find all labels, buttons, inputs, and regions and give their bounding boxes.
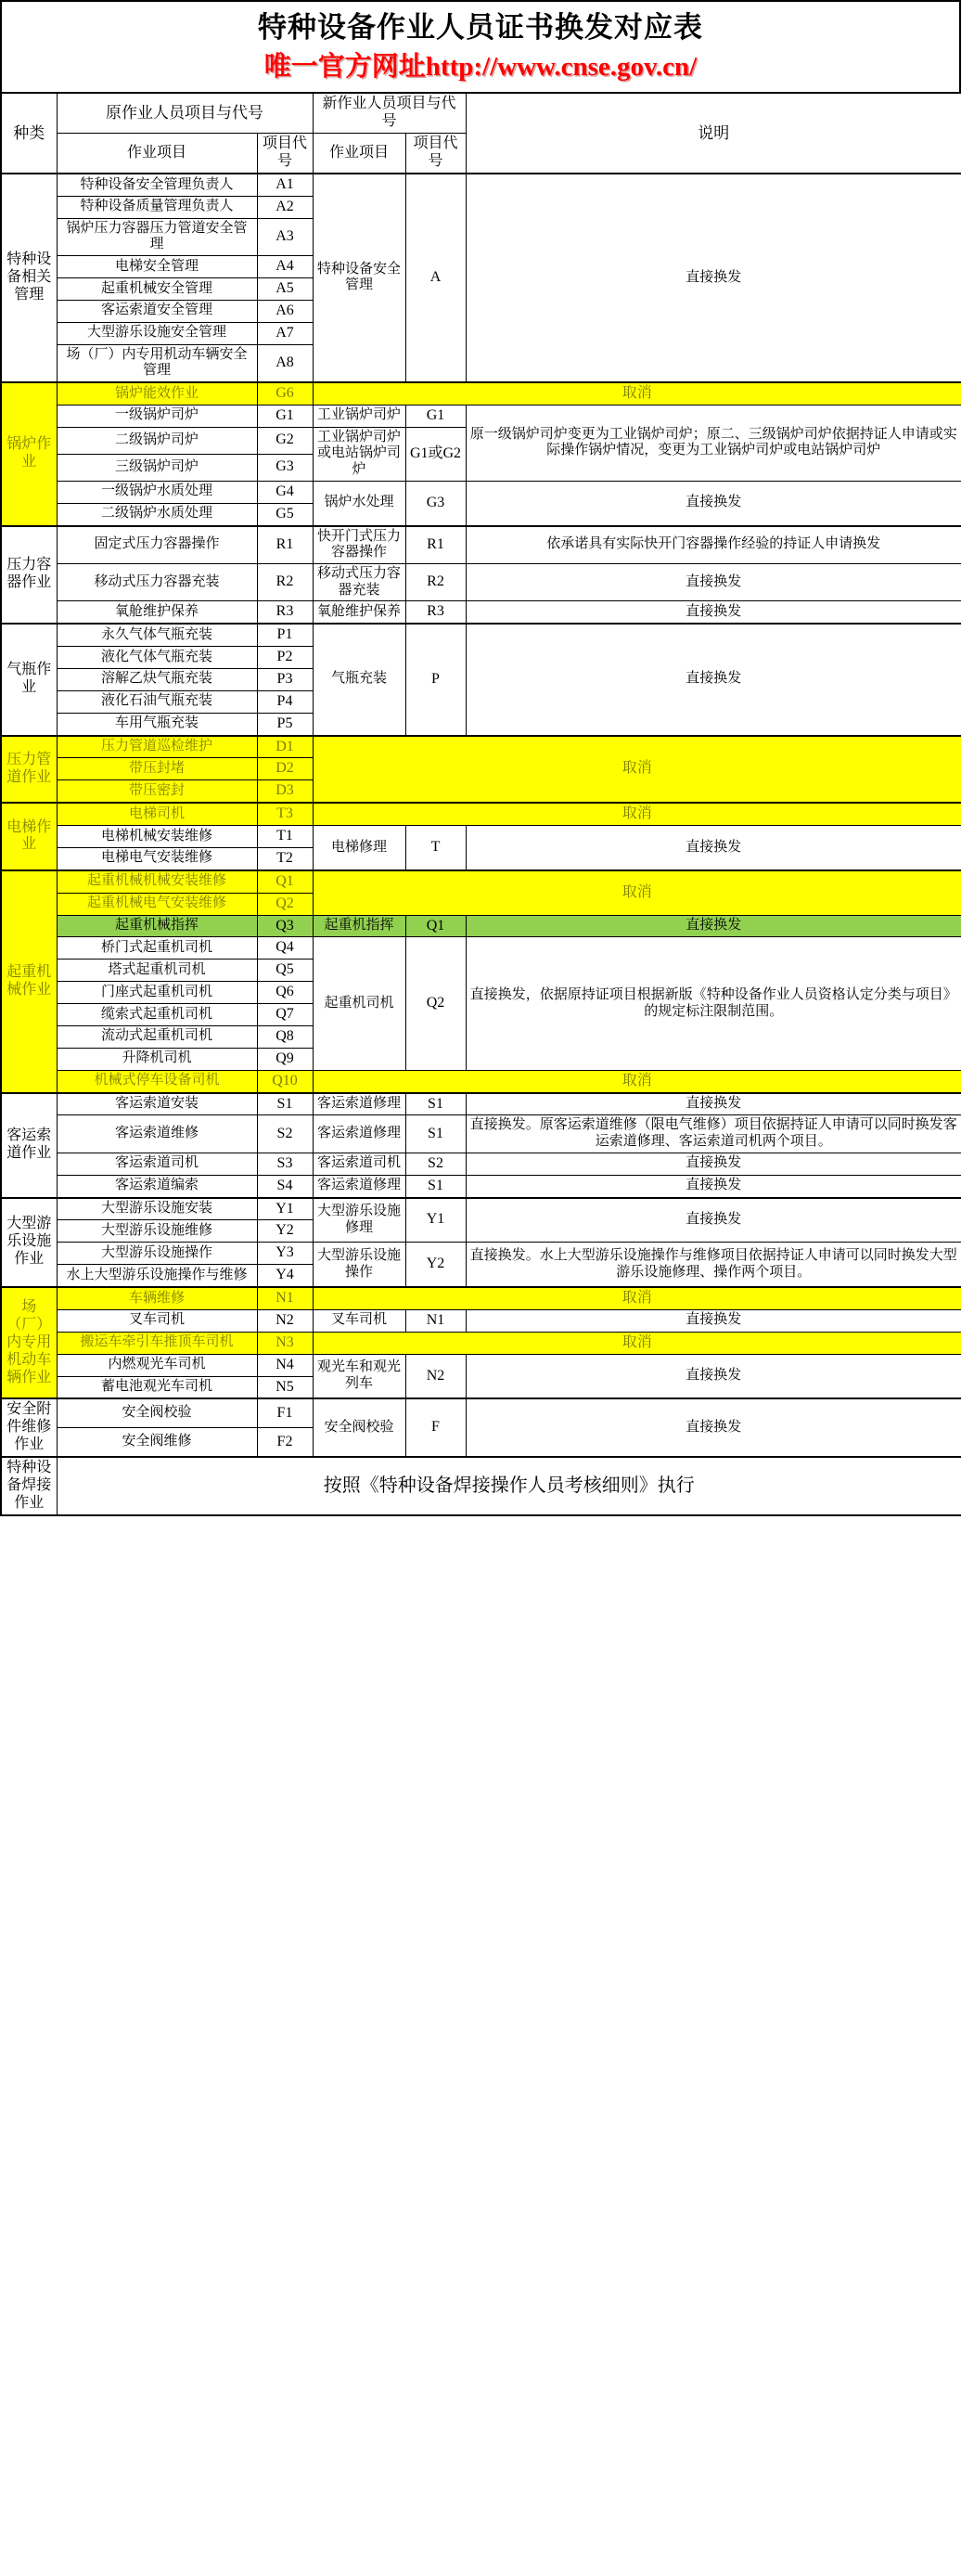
new-code: P xyxy=(405,624,466,735)
header-kind: 种类 xyxy=(1,93,57,174)
table-row xyxy=(1,1198,961,1220)
description: 直接换发，依据原持证项目根据新版《特种设备作业人员资格认定分类与项目》的规定标注限制范围。 xyxy=(466,937,961,1070)
header-old-code: 项目代号 xyxy=(257,134,313,174)
old-code: F2 xyxy=(257,1428,313,1457)
description: 直接换发。原客运索道维修（限电气维修）项目依据持证人申请可以同时换发客运索道修理、客运索道司机两个项目。 xyxy=(466,1115,961,1153)
old-code: Q10 xyxy=(257,1070,313,1092)
old-code: A6 xyxy=(257,300,313,322)
description: 直接换发 xyxy=(466,481,961,525)
old-project: 移动式压力容器充装 xyxy=(57,563,257,600)
old-code: N3 xyxy=(257,1332,313,1354)
new-project: 客运索道司机 xyxy=(313,1153,405,1175)
table-row xyxy=(1,826,961,848)
new-project: 移动式压力容器充装 xyxy=(313,563,405,600)
old-project: 流动式起重机司机 xyxy=(57,1025,257,1048)
old-project: 固定式压力容器操作 xyxy=(57,526,257,564)
old-project: 带压封堵 xyxy=(57,758,257,780)
old-code: Y1 xyxy=(257,1198,313,1220)
old-code: G6 xyxy=(257,382,313,405)
old-project: 电梯安全管理 xyxy=(57,256,257,278)
new-code: S1 xyxy=(405,1115,466,1153)
new-project: 观光车和观光列车 xyxy=(313,1354,405,1398)
section-kind: 压力管道作业 xyxy=(1,736,57,804)
old-project: 起重机械指挥 xyxy=(57,915,257,937)
old-code: S4 xyxy=(257,1175,313,1197)
official-url-line: 唯一官方网址http://www.cnse.gov.cn/ xyxy=(263,51,698,82)
old-project: 大型游乐设施操作 xyxy=(57,1243,257,1265)
new-project: 快开门式压力容器操作 xyxy=(313,526,405,564)
description: 直接换发 xyxy=(466,1198,961,1243)
old-project: 氧舱维护保养 xyxy=(57,601,257,624)
old-code: D3 xyxy=(257,780,313,803)
old-project: 锅炉能效作业 xyxy=(57,382,257,405)
description: 直接换发 xyxy=(466,601,961,624)
old-code: Q5 xyxy=(257,960,313,982)
old-project: 大型游乐设施维修 xyxy=(57,1220,257,1243)
old-project: 电梯电气安装维修 xyxy=(57,847,257,869)
new-code: R1 xyxy=(405,526,466,564)
title-block xyxy=(0,0,961,92)
header-desc: 说明 xyxy=(466,93,961,174)
new-code: Y1 xyxy=(405,1198,466,1243)
old-project: 客运索道安装 xyxy=(57,1093,257,1115)
old-code: T3 xyxy=(257,803,313,825)
old-project: 一级锅炉水质处理 xyxy=(57,481,257,503)
section-kind: 起重机械作业 xyxy=(1,870,57,1093)
old-code: A8 xyxy=(257,344,313,382)
new-project: 大型游乐设施修理 xyxy=(313,1198,405,1243)
description: 直接换发 xyxy=(466,563,961,600)
old-code: Y3 xyxy=(257,1243,313,1265)
old-code: R2 xyxy=(257,563,313,600)
old-code: Q6 xyxy=(257,982,313,1004)
old-project: 客运索道安全管理 xyxy=(57,300,257,322)
cancel-label: 取消 xyxy=(313,736,961,804)
new-project: 氧舱维护保养 xyxy=(313,601,405,624)
header-old-proj: 作业项目 xyxy=(57,134,257,174)
old-project: 锅炉压力容器压力管道安全管理 xyxy=(57,218,257,255)
old-project: 一级锅炉司炉 xyxy=(57,405,257,427)
table-row xyxy=(1,624,961,646)
old-code: N2 xyxy=(257,1309,313,1332)
table-row xyxy=(1,1070,961,1092)
section-kind: 特种设备相关管理 xyxy=(1,174,57,382)
new-project: 客运索道修理 xyxy=(313,1115,405,1153)
table-row xyxy=(1,481,961,503)
old-project: 客运索道司机 xyxy=(57,1153,257,1175)
description: 依承诺具有实际快开门容器操作经验的持证人申请换发 xyxy=(466,526,961,564)
new-project: 起重机司机 xyxy=(313,937,405,1070)
header-new-code: 项目代号 xyxy=(405,134,466,174)
old-project: 电梯司机 xyxy=(57,803,257,825)
section-kind: 场（厂）内专用机动车辆作业 xyxy=(1,1287,57,1398)
old-code: A5 xyxy=(257,277,313,300)
old-code: S3 xyxy=(257,1153,313,1175)
table-row xyxy=(1,937,961,960)
table-row xyxy=(1,1287,961,1309)
cancel-label: 取消 xyxy=(313,803,961,825)
new-project: 工业锅炉司炉 xyxy=(313,405,405,427)
new-project: 大型游乐设施操作 xyxy=(313,1243,405,1287)
new-code: Q1 xyxy=(405,915,466,937)
old-project: 三级锅炉司炉 xyxy=(57,454,257,481)
new-code: S2 xyxy=(405,1153,466,1175)
description: 直接换发 xyxy=(466,174,961,382)
new-code: N2 xyxy=(405,1354,466,1398)
section-kind: 锅炉作业 xyxy=(1,382,57,526)
new-project: 电梯修理 xyxy=(313,826,405,870)
table-row xyxy=(1,93,961,133)
old-project: 液化石油气瓶充装 xyxy=(57,690,257,713)
old-code: Q7 xyxy=(257,1004,313,1026)
old-project: 安全阀校验 xyxy=(57,1398,257,1427)
footer-note: 按照《特种设备焊接操作人员考核细则》执行 xyxy=(57,1457,961,1515)
table-row xyxy=(1,526,961,564)
old-code: G3 xyxy=(257,454,313,481)
table-row xyxy=(1,1332,961,1354)
description: 直接换发 xyxy=(466,624,961,735)
old-project: 带压密封 xyxy=(57,780,257,803)
description: 直接换发。水上大型游乐设施操作与维修项目依据持证人申请可以同时换发大型游乐设施修理、操作两个项目。 xyxy=(466,1243,961,1287)
old-code: G1 xyxy=(257,405,313,427)
table-row xyxy=(1,1398,961,1427)
old-code: Y4 xyxy=(257,1265,313,1287)
table-row xyxy=(1,1115,961,1153)
old-project: 起重机械安全管理 xyxy=(57,277,257,300)
old-project: 内燃观光车司机 xyxy=(57,1354,257,1376)
old-code: P5 xyxy=(257,713,313,735)
new-project: 工业锅炉司炉或电站锅炉司炉 xyxy=(313,427,405,481)
old-code: G2 xyxy=(257,427,313,454)
old-code: N4 xyxy=(257,1354,313,1376)
new-project: 安全阀校验 xyxy=(313,1398,405,1457)
old-project: 电梯机械安装维修 xyxy=(57,826,257,848)
old-code: A7 xyxy=(257,322,313,344)
section-kind: 客运索道作业 xyxy=(1,1093,57,1198)
old-project: 车辆维修 xyxy=(57,1287,257,1309)
old-code: Q2 xyxy=(257,893,313,915)
header-old-group: 原作业人员项目与代号 xyxy=(57,93,313,133)
old-project: 叉车司机 xyxy=(57,1309,257,1332)
section-kind: 大型游乐设施作业 xyxy=(1,1198,57,1288)
description: 原一级锅炉司炉变更为工业锅炉司炉；原二、三级锅炉司炉依据持证人申请或实际操作锅炉情况，变更为工业锅炉司炉或电站锅炉司炉 xyxy=(466,405,961,481)
old-project: 大型游乐设施安全管理 xyxy=(57,322,257,344)
new-project: 气瓶充装 xyxy=(313,624,405,735)
old-code: G5 xyxy=(257,503,313,525)
section-kind: 电梯作业 xyxy=(1,803,57,870)
old-code: Q4 xyxy=(257,937,313,960)
cancel-label: 取消 xyxy=(313,1332,961,1354)
old-code: T2 xyxy=(257,847,313,869)
table-row xyxy=(1,1093,961,1115)
old-code: A1 xyxy=(257,174,313,196)
new-code: R2 xyxy=(405,563,466,600)
cancel-label: 取消 xyxy=(313,1070,961,1092)
old-code: Q3 xyxy=(257,915,313,937)
cancel-label: 取消 xyxy=(313,870,961,915)
old-code: S2 xyxy=(257,1115,313,1153)
new-code: Y2 xyxy=(405,1243,466,1287)
new-code: A xyxy=(405,174,466,382)
page-title: 特种设备作业人员证书换发对应表 xyxy=(258,11,703,45)
new-project: 客运索道修理 xyxy=(313,1093,405,1115)
old-project: 场（厂）内专用机动车辆安全管理 xyxy=(57,344,257,382)
old-project: 车用气瓶充装 xyxy=(57,713,257,735)
description: 直接换发 xyxy=(466,1354,961,1398)
new-code: F xyxy=(405,1398,466,1457)
table-row xyxy=(1,1175,961,1197)
old-project: 二级锅炉水质处理 xyxy=(57,503,257,525)
old-code: F1 xyxy=(257,1398,313,1427)
cancel-label: 取消 xyxy=(313,1287,961,1309)
description: 直接换发 xyxy=(466,1175,961,1197)
header-new-group: 新作业人员项目与代号 xyxy=(313,93,466,133)
new-project: 起重机指挥 xyxy=(313,915,405,937)
new-code: S1 xyxy=(405,1175,466,1197)
table-row xyxy=(1,405,961,427)
table-row xyxy=(1,1309,961,1332)
new-code: G3 xyxy=(405,481,466,525)
new-project: 锅炉水处理 xyxy=(313,481,405,525)
description: 直接换发 xyxy=(466,1093,961,1115)
old-code: A3 xyxy=(257,218,313,255)
old-project: 溶解乙炔气瓶充装 xyxy=(57,668,257,690)
old-code: A2 xyxy=(257,196,313,218)
old-project: 缆索式起重机司机 xyxy=(57,1004,257,1026)
old-project: 液化气体气瓶充装 xyxy=(57,647,257,669)
old-project: 永久气体气瓶充装 xyxy=(57,624,257,646)
old-project: 门座式起重机司机 xyxy=(57,982,257,1004)
table-row xyxy=(1,736,961,758)
new-code: G1或G2 xyxy=(405,427,466,481)
old-code: R3 xyxy=(257,601,313,624)
old-project: 二级锅炉司炉 xyxy=(57,427,257,454)
old-code: G4 xyxy=(257,481,313,503)
table-row xyxy=(1,1243,961,1265)
old-code: Q9 xyxy=(257,1048,313,1070)
table-row xyxy=(1,1153,961,1175)
old-project: 安全阀维修 xyxy=(57,1428,257,1457)
section-kind: 气瓶作业 xyxy=(1,624,57,735)
table-row xyxy=(1,601,961,624)
old-project: 搬运车牵引车推顶车司机 xyxy=(57,1332,257,1354)
old-code: A4 xyxy=(257,256,313,278)
new-project: 叉车司机 xyxy=(313,1309,405,1332)
new-project: 特种设备安全管理 xyxy=(313,174,405,382)
section-kind: 安全附件维修作业 xyxy=(1,1398,57,1457)
old-code: R1 xyxy=(257,526,313,564)
old-project: 水上大型游乐设施操作与维修 xyxy=(57,1265,257,1287)
old-code: P1 xyxy=(257,624,313,646)
old-project: 特种设备安全管理负责人 xyxy=(57,174,257,196)
old-code: N1 xyxy=(257,1287,313,1309)
table-row xyxy=(1,870,961,893)
description: 直接换发 xyxy=(466,1153,961,1175)
description: 直接换发 xyxy=(466,915,961,937)
table-row xyxy=(1,563,961,600)
old-code: P3 xyxy=(257,668,313,690)
old-code: T1 xyxy=(257,826,313,848)
old-project: 机械式停车设备司机 xyxy=(57,1070,257,1092)
old-project: 桥门式起重机司机 xyxy=(57,937,257,960)
description: 直接换发 xyxy=(466,826,961,870)
certificate-mapping-table xyxy=(0,92,961,1515)
description: 直接换发 xyxy=(466,1398,961,1457)
old-code: D2 xyxy=(257,758,313,780)
new-project: 客运索道修理 xyxy=(313,1175,405,1197)
new-code: N1 xyxy=(405,1309,466,1332)
old-code: P4 xyxy=(257,690,313,713)
section-kind: 压力容器作业 xyxy=(1,526,57,625)
new-code: Q2 xyxy=(405,937,466,1070)
old-project: 特种设备质量管理负责人 xyxy=(57,196,257,218)
old-project: 升降机司机 xyxy=(57,1048,257,1070)
old-project: 客运索道编索 xyxy=(57,1175,257,1197)
new-code: S1 xyxy=(405,1093,466,1115)
old-code: Y2 xyxy=(257,1220,313,1243)
new-code: T xyxy=(405,826,466,870)
table-row xyxy=(1,803,961,825)
table-row xyxy=(1,382,961,405)
header-new-proj: 作业项目 xyxy=(313,134,405,174)
table-row xyxy=(1,174,961,196)
old-project: 蓄电池观光车司机 xyxy=(57,1376,257,1398)
table-row xyxy=(1,915,961,937)
cancel-label: 取消 xyxy=(313,382,961,405)
new-code: G1 xyxy=(405,405,466,427)
old-code: N5 xyxy=(257,1376,313,1398)
new-code: R3 xyxy=(405,601,466,624)
old-project: 塔式起重机司机 xyxy=(57,960,257,982)
old-project: 起重机械电气安装维修 xyxy=(57,893,257,915)
old-code: D1 xyxy=(257,736,313,758)
old-code: Q1 xyxy=(257,870,313,893)
description: 直接换发 xyxy=(466,1309,961,1332)
old-project: 压力管道巡检维护 xyxy=(57,736,257,758)
old-project: 大型游乐设施安装 xyxy=(57,1198,257,1220)
old-code: Q8 xyxy=(257,1025,313,1048)
old-code: P2 xyxy=(257,647,313,669)
old-project: 起重机械机械安装维修 xyxy=(57,870,257,893)
old-code: S1 xyxy=(257,1093,313,1115)
section-kind: 特种设备焊接作业 xyxy=(1,1457,57,1515)
table-row xyxy=(1,1354,961,1376)
table-row xyxy=(1,1457,961,1515)
old-project: 客运索道维修 xyxy=(57,1115,257,1153)
